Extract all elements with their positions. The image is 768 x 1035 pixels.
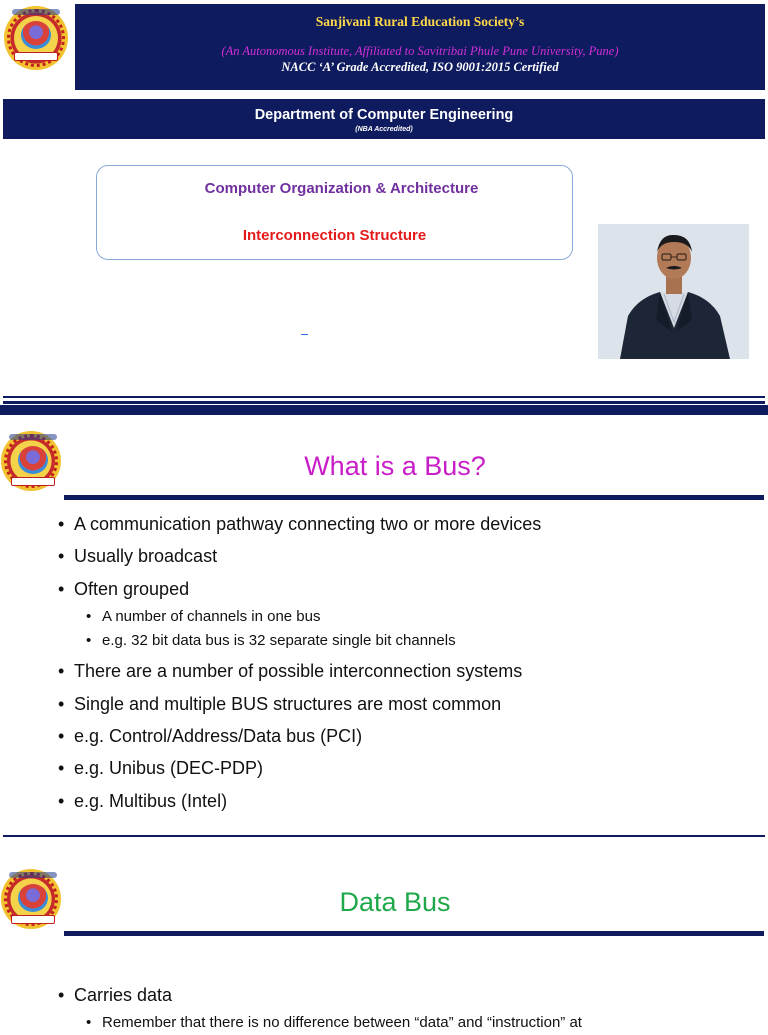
list-item: • e.g. Multibus (Intel) [58, 785, 541, 817]
bullet-list [58, 508, 541, 817]
society-name: Sanjivani Rural Education Society’s [315, 14, 525, 29]
title-slide [0, 0, 768, 405]
list-item: • Single and multiple BUS structures are most common [58, 688, 541, 720]
title-underline [64, 495, 764, 500]
department-name: Department of Computer Engineering [254, 107, 514, 123]
accreditation-line: NACC ‘A’ Grade Accredited, ISO 9001:2015 Certified [281, 60, 559, 74]
top-rule [0, 405, 768, 415]
nba-accredited: (NBA Accredited) [355, 126, 413, 133]
list-item: • e.g. 32 bit data bus is 32 separate single bit channels [58, 629, 541, 653]
college-logo-icon [4, 6, 68, 70]
slide-divider [3, 835, 765, 837]
list-item: • A number of channels in one bus [58, 605, 541, 629]
list-item: • A communication pathway connecting two or more devices [58, 508, 541, 540]
department-banner [3, 99, 765, 139]
course-title-box [96, 165, 573, 260]
what-is-a-bus-slide [0, 405, 768, 845]
presenter-photo [598, 224, 749, 359]
list-item: • There are a number of possible interconnection systems [58, 655, 541, 687]
bullet-list [58, 979, 582, 1035]
slide-divider [3, 396, 765, 398]
list-item: • Often grouped [58, 573, 541, 605]
list-item: • Usually broadcast [58, 540, 541, 572]
college-logo-icon [1, 431, 61, 491]
list-item: • Remember that there is no difference between “data” and “instruction” at [58, 1011, 582, 1035]
slide-title: Data Bus [339, 887, 451, 917]
list-item: • e.g. Control/Address/Data bus (PCI) [58, 720, 541, 752]
institute-banner [75, 4, 765, 90]
list-item: • Carries data [58, 979, 582, 1011]
title-underline [64, 931, 764, 936]
slide-divider [3, 401, 765, 404]
text-cursor-mark [301, 334, 308, 335]
list-item: • e.g. Unibus (DEC-PDP) [58, 752, 541, 784]
data-bus-slide [0, 845, 768, 1032]
course-name: Computer Organization & Architecture [204, 180, 479, 197]
topic-name: Interconnection Structure [242, 227, 427, 244]
autonomous-line: (An Autonomous Institute, Affiliated to Savitribai Phule Pune University, Pune) [221, 44, 619, 58]
slide-title: What is a Bus? [304, 451, 486, 481]
college-logo-icon [1, 869, 61, 929]
